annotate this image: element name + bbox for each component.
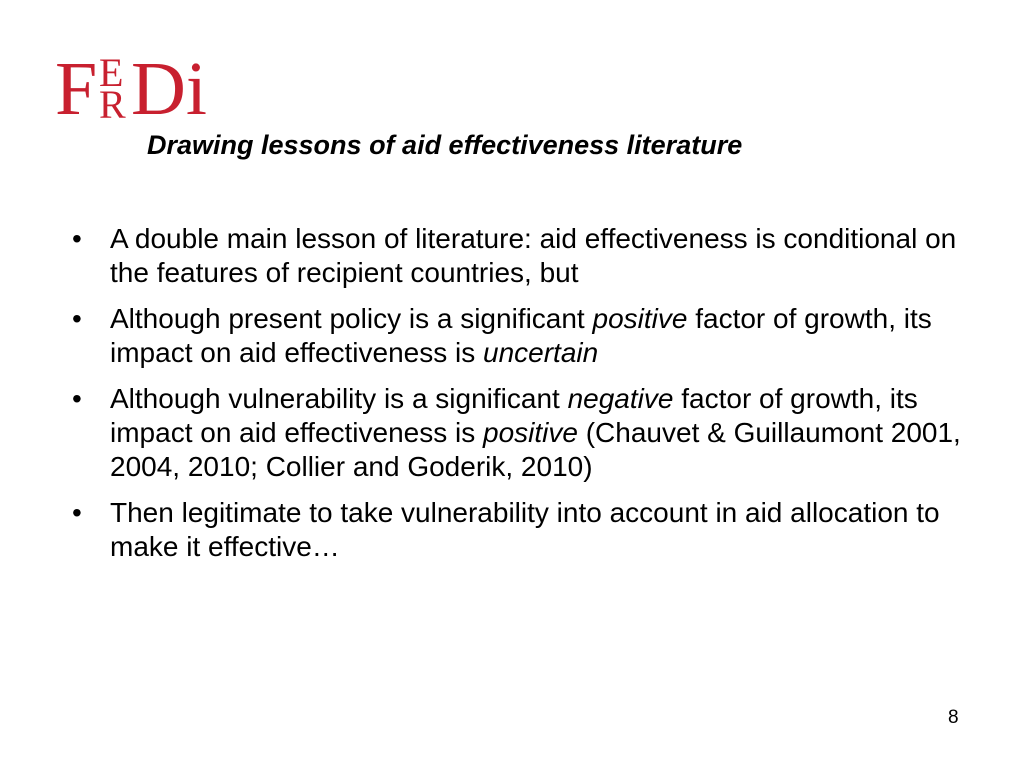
logo-letters-di: Di [131, 50, 207, 125]
ferdi-logo [55, 50, 225, 125]
bullet-2-emphasis-positive: positive [592, 303, 688, 334]
bullet-4-text: Then legitimate to take vulnerability into account in aid allocation to make it effective… [110, 497, 940, 562]
bullet-marker: • [72, 383, 82, 414]
page-number: 8 [948, 707, 959, 728]
bullet-3-text-start: Although vulnerability is a significant [110, 383, 568, 414]
bullet-item-3 [70, 382, 970, 484]
bullet-3-emphasis-positive: positive [483, 417, 578, 448]
logo-letter-r: R [99, 82, 126, 125]
bullet-3-text-middle: factor of growth, its impact on aid effectiveness is [110, 383, 918, 448]
logo-letter-f: F [55, 50, 98, 125]
bullet-2-emphasis-uncertain: uncertain [483, 337, 599, 368]
bullet-item-1 [70, 222, 970, 290]
bullet-1-text: A double main lesson of literature: aid effectiveness is conditional on the features of recipient countries, but [110, 223, 957, 288]
logo-letter-e: E [99, 50, 124, 95]
slide-title: Drawing lessons of aid effectiveness literature [147, 130, 743, 160]
bullet-2-text-start: Although present policy is a significant [110, 303, 593, 334]
bullet-list [70, 222, 970, 576]
bullet-2-text-middle: factor of growth, its impact on aid effectiveness is [110, 303, 932, 368]
bullet-item-4 [70, 496, 970, 564]
bullet-marker: • [72, 223, 82, 254]
bullet-3-citation: (Chauvet & Guillaumont 2001, 2004, 2010; Collier and Goderik, 2010) [110, 417, 961, 482]
ferdi-logo-graphic [55, 50, 225, 125]
bullet-item-2 [70, 302, 970, 370]
bullet-3-emphasis-negative: negative [567, 383, 674, 414]
bullet-marker: • [72, 497, 82, 528]
bullet-marker: • [72, 303, 82, 334]
